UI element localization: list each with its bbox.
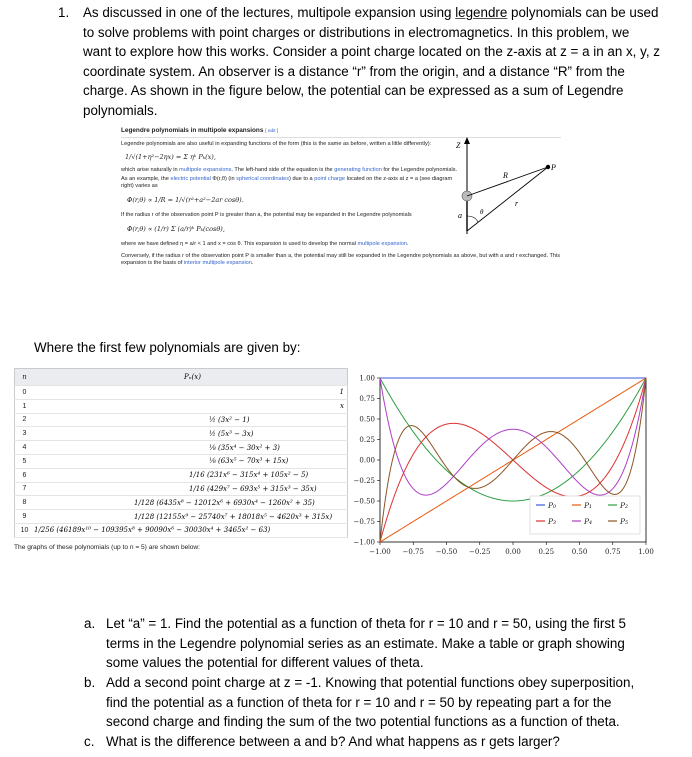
label-z: Z	[456, 141, 461, 150]
intro-line: polynomials.	[83, 102, 158, 118]
question-b-label: b.	[84, 675, 96, 690]
wiki-line: Conversely, if the radius r of the observation point P is smaller than a, the potential may still be expanded in the Legendre polynomials as above, but with a and r exchanged. This	[121, 253, 561, 259]
legend-label: P₁	[584, 501, 593, 510]
legend-label: P₄	[584, 517, 593, 526]
y-tick-label: −0.25	[353, 477, 375, 485]
wiki-link[interactable]: spherical coordinates	[236, 176, 290, 182]
point-P	[546, 165, 550, 169]
section-heading: Where the first few polynomials are given by:	[34, 340, 301, 355]
wiki-heading: Legendre polynomials in multipole expansions [ edit ]	[121, 127, 561, 138]
y-tick-label: 0.75	[359, 395, 375, 403]
wiki-link[interactable]: interior multipole expansion	[183, 260, 252, 266]
wiki-link[interactable]: point charge	[314, 176, 346, 182]
theta-arc	[467, 216, 478, 222]
table-row: 5 ⅛ (63x⁵ − 70x³ + 15x)	[15, 454, 348, 468]
problem-intro	[83, 3, 683, 120]
legend-label: P₂	[620, 501, 629, 510]
label-r: r	[515, 199, 519, 208]
charge-diagram	[455, 136, 565, 236]
y-tick-label: −0.75	[353, 518, 375, 526]
table-row: 9 1/128 (12155x⁹ − 25740x⁷ + 18018x⁵ − 4620x³ + 315x)	[15, 510, 348, 524]
wiki-line: expansion is the basis of interior multipole expansion.	[121, 260, 254, 266]
y-tick-label: 0.00	[359, 456, 375, 465]
intro-line: want to explore how this works. Consider a point charge located on the z-axis at z = a in an x, y, z	[83, 44, 660, 59]
table-row: 1 x	[15, 399, 348, 413]
x-tick-label: −0.75	[402, 548, 424, 556]
table-header	[15, 369, 348, 386]
wiki-line: where we have defined η = a/r < 1 and x = cos θ. This expansion is used to develop the normal multipole expansion.	[121, 241, 409, 247]
wiki-equation: Φ(r,θ) ∝ 1/R = 1/√(r²+a²−2ar cosθ).	[127, 196, 244, 204]
problem-number: 1.	[58, 5, 70, 20]
wiki-link[interactable]: generating function	[334, 167, 382, 173]
y-tick-label: −0.50	[353, 497, 375, 506]
question-c: What is the difference between a and b? And what happens as r gets larger?	[106, 734, 560, 749]
x-tick-label: 0.75	[604, 548, 621, 556]
wiki-link[interactable]: multipole expansion	[357, 241, 407, 247]
header-n: n	[15, 369, 35, 386]
x-tick-label: −0.25	[469, 548, 491, 556]
question-b: Add a second point charge at z = -1. Knowing that potential functions obey superposition, find the potential as a function of theta for r = 10 and r = 50 by repeating part a for the second charge and finding the sum of the two potential functions as a function of theta.	[106, 675, 635, 729]
y-tick-label: −1.00	[353, 538, 375, 547]
wiki-equation: 1/√(1+η²−2ηx) = Σ ηᵏ Pₖ(x),	[125, 153, 216, 161]
polynomial-table-wrap	[14, 368, 348, 551]
wiki-line: which arise naturally in multipole expansions. The left-hand side of the equation is the generating function for the Legendre polynomials.	[121, 167, 458, 173]
polynomial-table	[14, 368, 348, 538]
legend-label: P₃	[548, 517, 557, 526]
x-tick-label: 0.25	[538, 548, 555, 556]
edit-link[interactable]: [ edit ]	[265, 129, 279, 134]
wiki-line: As an example, the electric potential Φ(r,θ) (in spherical coordinates) due to a point charge located on the z-axis at z = a (see diagram	[121, 176, 453, 182]
x-tick-label: 1.00	[638, 548, 654, 556]
wiki-link[interactable]: electric potential	[170, 176, 211, 182]
table-row: 7 1/16 (429x⁷ − 693x⁵ + 315x³ − 35x)	[15, 482, 348, 496]
wiki-line: If the radius r of the observation point P is greater than a, the potential may be expanded in the Legendre polynomials	[121, 212, 412, 218]
x-tick-label: 0.00	[505, 548, 521, 556]
x-tick-label: −1.00	[369, 548, 391, 556]
intro-line: coordinate system. An observer is a distance “r” from the origin, and a distance “R” from the	[83, 63, 625, 79]
question-c-label: c.	[84, 734, 95, 749]
wiki-line: right) varies as	[121, 183, 158, 189]
table-caption: The graphs of these polynomials (up to n = 5) are shown below:	[14, 543, 201, 551]
label-a: a	[458, 211, 462, 220]
label-P: P	[551, 163, 556, 172]
question-a: Let “a” = 1. Find the potential as a function of theta for r = 10 and r = 50, using the first 5 terms in the Legendre polynomial series as an estimate. Make a table or graph showing some values the potential for different values of theta.	[106, 616, 626, 670]
wiki-link[interactable]: multipole expansions	[179, 167, 232, 173]
label-R: R	[503, 171, 508, 180]
y-tick-label: 0.50	[359, 415, 375, 424]
legendre-word: legendre	[455, 5, 508, 20]
table-row: 4 ⅛ (35x⁴ − 30x² + 3)	[15, 441, 348, 455]
table-row: 2 ½ (3x² − 1)	[15, 413, 348, 427]
wiki-equation: Φ(r,θ) ∝ (1/r) Σ (a/r)ᵏ Pₖ(cosθ),	[127, 225, 225, 233]
legendre-chart	[350, 370, 652, 570]
table-row: 8 1/128 (6435x⁸ − 12012x⁶ + 6930x⁴ − 1260x² + 35)	[15, 496, 348, 510]
table-row: 6 1/16 (231x⁶ − 315x⁴ + 105x² − 5)	[15, 468, 348, 482]
table-row: 3 ½ (5x³ − 3x)	[15, 427, 348, 441]
wiki-line: Legendre polynomials are also useful in expanding functions of the form (this is the same as before, written a little differently):	[121, 141, 432, 147]
table-row: 10 1/256 (46189x¹⁰ − 109395x⁸ + 90090x⁶ − 30030x⁴ + 3465x² − 63)	[15, 523, 348, 537]
question-a-label: a.	[84, 616, 96, 631]
x-tick-label: 0.50	[571, 548, 588, 556]
x-tick-label: −0.50	[435, 548, 458, 556]
legend-label: P₅	[620, 517, 629, 526]
intro-line: to solve problems with point charges or distributions in electromagnetics. In this problem, we	[83, 24, 630, 40]
y-tick-label: 0.25	[359, 436, 375, 444]
header-p: Pₙ(x)	[34, 369, 348, 386]
y-tick-label: 1.00	[359, 374, 375, 383]
legend-label: P₀	[548, 501, 557, 510]
intro-line: charge. As shown in the figure below, the potential can be expressed as a sum of Legendre	[83, 83, 624, 98]
intro-line: As discussed in one of the lectures, multipole expansion using legendre polynomials can be used	[83, 5, 659, 20]
table-row: 0 1	[15, 386, 348, 400]
label-theta: θ	[480, 208, 484, 216]
z-arrow	[464, 137, 470, 144]
